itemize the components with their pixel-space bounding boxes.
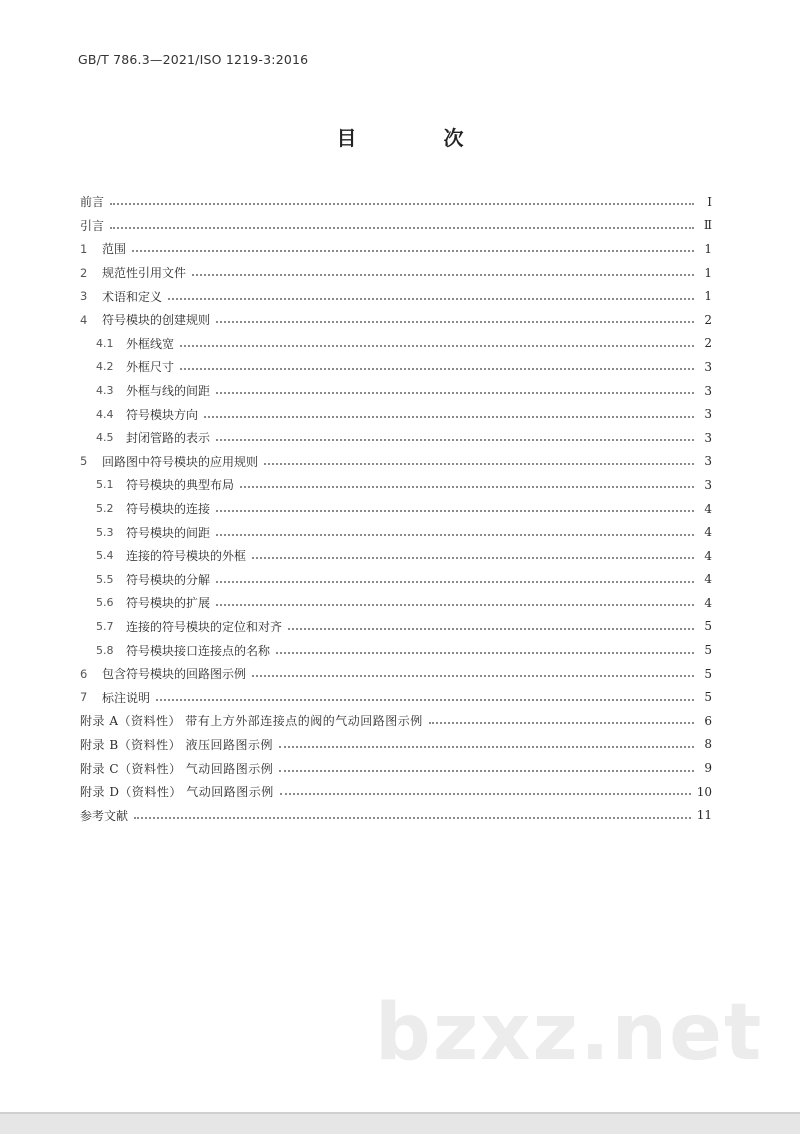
toc-entry-page: 1	[704, 241, 712, 256]
toc-entry-page: Ⅰ	[707, 194, 712, 209]
toc-entry-page: 10	[696, 784, 712, 799]
dot-leader	[279, 769, 694, 772]
toc-entry[interactable]	[80, 685, 712, 709]
toc-entry[interactable]	[80, 261, 712, 285]
toc-entry-page: 1	[704, 265, 712, 280]
toc-entry-number: 5.2	[96, 502, 114, 516]
toc-entry-page: 1	[704, 289, 712, 304]
dot-leader	[110, 202, 694, 205]
toc-entry-label: 符号模块接口连接点的名称	[126, 643, 271, 658]
toc-entry[interactable]	[80, 591, 712, 615]
toc-entry-page: 3	[704, 359, 712, 374]
toc-entry[interactable]	[80, 780, 712, 804]
toc-entry-label: 符号模块方向	[126, 407, 199, 422]
toc-entry-number: 2	[80, 265, 88, 280]
toc-entry[interactable]	[80, 473, 712, 497]
toc-entry[interactable]	[80, 379, 712, 403]
toc-entry-label: 符号模块的扩展	[126, 596, 211, 611]
toc-entry[interactable]	[80, 733, 712, 757]
table-of-contents	[80, 190, 712, 827]
toc-entry[interactable]	[80, 402, 712, 426]
dot-leader	[216, 509, 694, 512]
toc-entry-page: 4	[704, 548, 712, 563]
toc-entry[interactable]	[80, 568, 712, 592]
toc-entry-page: 9	[704, 761, 712, 776]
toc-entry-number: 5.5	[96, 572, 114, 586]
toc-entry[interactable]	[80, 426, 712, 450]
standard-code: GB/T 786.3—2021/ISO 1219-3:2016	[78, 52, 309, 67]
toc-entry-number: 3	[80, 289, 88, 304]
toc-entry-label: 回路图中符号模块的应用规则	[102, 454, 259, 469]
toc-entry-label: 范围	[102, 242, 127, 257]
dot-leader	[252, 556, 694, 559]
toc-entry[interactable]	[80, 497, 712, 521]
toc-entry-label: 包含符号模块的回路图示例	[102, 667, 247, 682]
toc-entry[interactable]	[80, 237, 712, 261]
toc-entry-label: 附录 D（资料性） 气动回路图示例	[80, 785, 274, 800]
toc-entry-label: 附录 B（资料性） 液压回路图示例	[80, 737, 273, 752]
toc-entry-page: 5	[704, 643, 712, 658]
toc-entry-number: 7	[80, 690, 88, 705]
page-title: 目 次	[336, 126, 504, 150]
toc-entry-page: 5	[704, 690, 712, 705]
toc-entry-label: 符号模块的连接	[126, 502, 211, 517]
toc-entry-label: 参考文献	[80, 808, 129, 823]
toc-entry[interactable]	[80, 284, 712, 308]
toc-entry[interactable]	[80, 520, 712, 544]
toc-entry[interactable]	[80, 638, 712, 662]
dot-leader	[216, 438, 694, 441]
dot-leader	[180, 344, 694, 347]
toc-entry[interactable]	[80, 615, 712, 639]
toc-entry-page: Ⅱ	[703, 218, 712, 233]
toc-entry-label: 附录 A（资料性） 带有上方外部连接点的阀的气动回路图示例	[80, 714, 423, 729]
toc-entry-page: 8	[704, 737, 712, 752]
toc-entry-number: 4.1	[96, 336, 114, 350]
toc-entry-page: 3	[704, 383, 712, 398]
toc-entry-page: 3	[704, 477, 712, 492]
toc-entry-number: 4.3	[96, 384, 114, 398]
toc-entry-page: 6	[704, 713, 712, 728]
toc-entry-page: 11	[696, 808, 712, 823]
toc-entry[interactable]	[80, 544, 712, 568]
toc-entry-page: 5	[704, 619, 712, 634]
toc-entry-label: 符号模块的典型布局	[126, 478, 235, 493]
dot-leader	[252, 674, 694, 677]
dot-leader	[192, 273, 694, 276]
toc-entry-number: 5	[80, 454, 88, 469]
toc-entry[interactable]	[80, 450, 712, 474]
dot-leader	[280, 792, 691, 795]
watermark: bzxz.net	[375, 988, 764, 1078]
toc-entry-label: 符号模块的创建规则	[102, 313, 211, 328]
dot-leader	[180, 367, 694, 370]
dot-leader	[216, 603, 694, 606]
toc-entry[interactable]	[80, 214, 712, 238]
dot-leader	[134, 816, 691, 819]
toc-entry-page: 2	[704, 312, 712, 327]
toc-entry-number: 4	[80, 312, 88, 327]
toc-entry-number: 1	[80, 241, 88, 256]
toc-entry-label: 附录 C（资料性） 气动回路图示例	[80, 761, 274, 776]
toc-entry-label: 术语和定义	[102, 289, 163, 304]
toc-entry[interactable]	[80, 332, 712, 356]
dot-leader	[276, 651, 694, 654]
toc-entry-number: 5.3	[96, 525, 114, 539]
toc-entry-number: 5.6	[96, 596, 114, 610]
toc-entry-label: 前言	[80, 195, 105, 210]
toc-entry-label: 标注说明	[102, 690, 151, 705]
toc-entry-label: 外框尺寸	[126, 360, 175, 375]
toc-entry[interactable]	[80, 308, 712, 332]
toc-entry-label: 外框与线的间距	[126, 384, 211, 399]
dot-leader	[132, 249, 694, 252]
dot-leader	[216, 320, 694, 323]
toc-entry-page: 3	[704, 407, 712, 422]
toc-entry-number: 4.2	[96, 360, 114, 374]
toc-entry[interactable]	[80, 355, 712, 379]
toc-entry-label: 连接的符号模块的定位和对齐	[126, 619, 283, 634]
toc-entry[interactable]	[80, 803, 712, 827]
toc-entry-label: 规范性引用文件	[102, 266, 187, 281]
toc-entry[interactable]	[80, 662, 712, 686]
toc-entry-number: 6	[80, 666, 88, 681]
toc-entry[interactable]	[80, 190, 712, 214]
toc-entry-page: 4	[704, 501, 712, 516]
toc-entry[interactable]	[80, 709, 712, 733]
toc-entry-label: 符号模块的分解	[126, 572, 211, 587]
dot-leader	[288, 627, 694, 630]
toc-entry-number: 4.4	[96, 407, 114, 421]
toc-entry-label: 引言	[80, 218, 105, 233]
toc-entry-page: 3	[704, 430, 712, 445]
toc-entry-label: 封闭管路的表示	[126, 431, 211, 446]
dot-leader	[279, 745, 694, 748]
toc-entry-label: 连接的符号模块的外框	[126, 549, 247, 564]
dot-leader	[156, 698, 694, 701]
toc-entry-number: 5.4	[96, 549, 114, 563]
toc-entry-number: 5.7	[96, 619, 114, 633]
toc-entry-page: 4	[704, 595, 712, 610]
toc-entry-page: 2	[704, 336, 712, 351]
toc-entry[interactable]	[80, 756, 712, 780]
dot-leader	[204, 415, 694, 418]
dot-leader	[216, 391, 694, 394]
dot-leader	[168, 297, 694, 300]
dot-leader	[110, 226, 694, 229]
dot-leader	[216, 580, 694, 583]
toc-entry-page: 4	[704, 572, 712, 587]
toc-entry-number: 5.8	[96, 643, 114, 657]
toc-entry-page: 5	[704, 666, 712, 681]
page-bottom-edge	[0, 1112, 800, 1114]
dot-leader	[240, 485, 694, 488]
toc-entry-label: 外框线宽	[126, 336, 175, 351]
toc-entry-page: 4	[704, 525, 712, 540]
dot-leader	[264, 462, 694, 465]
toc-entry-label: 符号模块的间距	[126, 525, 211, 540]
dot-leader	[429, 721, 694, 724]
dot-leader	[216, 533, 694, 536]
toc-entry-number: 4.5	[96, 431, 114, 445]
toc-entry-page: 3	[704, 454, 712, 469]
toc-entry-number: 5.1	[96, 478, 114, 492]
